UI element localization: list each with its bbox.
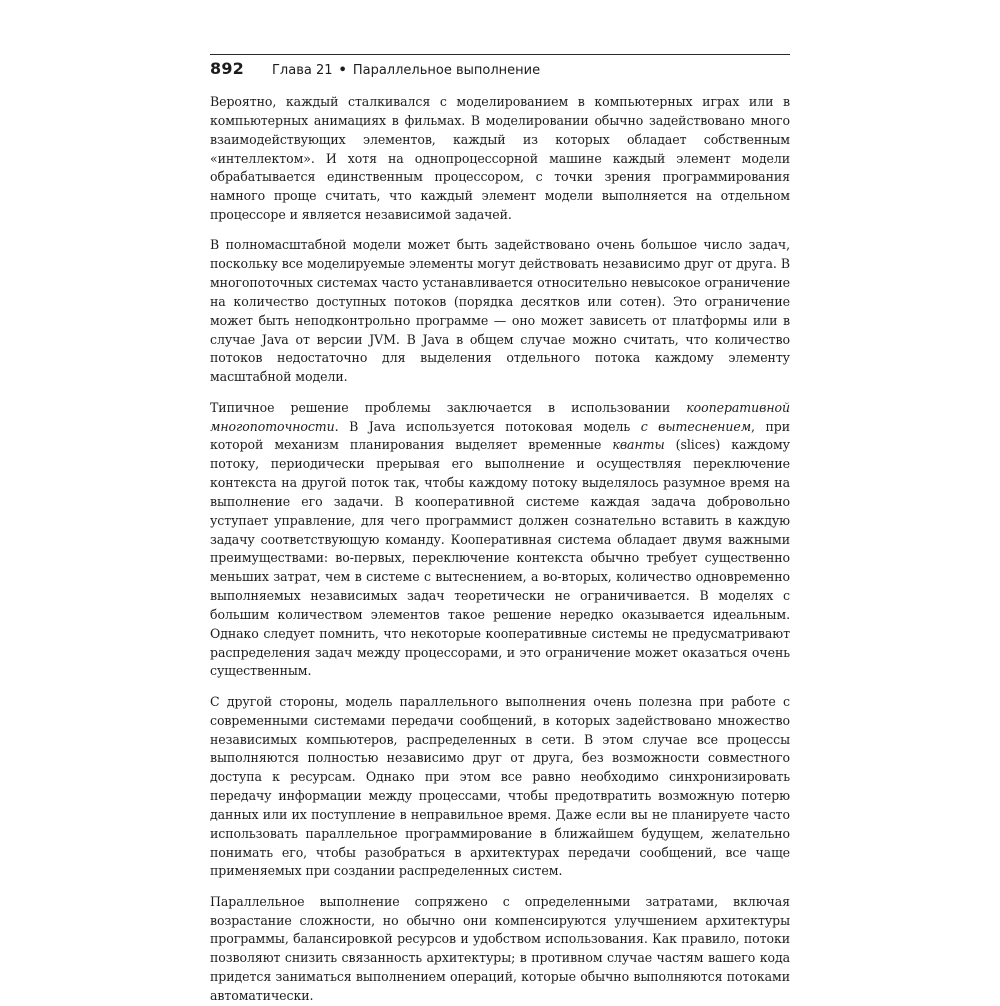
paragraph-cooperative-multithreading xyxy=(210,399,790,682)
header-separator: • xyxy=(338,63,347,78)
paragraph-simulation: Вероятно, каждый сталкивался с моделированием в компьютерных играх или в компьютерных анимациях в фильмах. В моделировании обычно задействовано много взаимодействующих элементов, каждый из которых обладает собственным «интеллектом». И хотя на однопроцессорной машине каждый элемент модели обрабатывается единственным процессором, с точки зрения программирования намного проще считать, что каждый элемент модели выполняется на отдельном процессоре и является независимой задачей. xyxy=(210,94,790,223)
paragraph-message-passing: С другой стороны, модель параллельного выполнения очень полезна при работе с современными системами передачи сообщений, в которых задействовано множество независимых компьютеров, распределенных в сети. В этом случае все процессы выполняются полностью независимо друг от друга, без возможности совместного доступа к ресурсам. Однако при этом все равно необходимо синхронизировать передачу информации между процессами, чтобы предотвратить возможную потерю данных или их поступление в неправильное время. Даже если вы не планируете часто использовать параллельное программирование в ближайшем будущем, желательно понимать его, чтобы разобраться в архитектурах передачи сообщений, все чаще применяемых при создании распределенных систем. xyxy=(210,693,790,879)
term-preemptive: с вытеснением xyxy=(640,418,752,434)
chapter-title: Параллельное выполнение xyxy=(352,63,541,78)
paragraph-thread-limits: В полномасштабной модели может быть задействовано очень большое число задач, поскольку все моделируемые элементы могут действовать независимо друг от друга. В многопоточных системах часто устанавливается относительно невысокое ограничение на количество доступных потоков (порядка десятков или сотен). Это ограничение может быть неподконтрольно программе — оно может зависеть от платформы или в случае Java от версии JVM. В Java в общем случае можно считать, что количество потоков недостаточно для выделения отдельного потока каждому элементу масштабной модели. xyxy=(210,237,790,385)
paragraph-concurrency-costs: Параллельное выполнение сопряжено с определенными затратами, включая возрастание сложности, но обычно они компенсируются улучшением архитектуры программы, балансировкой ресурсов и удобством использования. Как правило, потоки позволяют снизить связанность архитектуры; в противном случае частям вашего кода придется заниматься выполнением операций, которые обычно выполняются потоками автоматически. xyxy=(210,893,790,1003)
paragraph-text-span: , при которой механизм планирования выделяет временные xyxy=(210,418,790,453)
paragraph-text-span: . В Java используется потоковая модель xyxy=(334,418,641,434)
paragraph-text-span: Типичное решение проблемы заключается в использовании xyxy=(210,399,687,415)
term-quanta: кванты xyxy=(612,437,665,453)
running-header xyxy=(210,54,790,78)
running-header-row xyxy=(210,59,790,83)
term-cooperative-multithreading: кооперативной многопоточности xyxy=(210,399,790,434)
page-body xyxy=(210,93,790,1006)
chapter-label: Глава 21 xyxy=(272,63,333,78)
page-number: 892 xyxy=(210,59,244,78)
paragraph-text-span: (slices) каждому потоку, периодически прерывая его выполнение и осуществляя переключение контекста на другой поток так, чтобы каждому потоку выделялось разумное время на выполнение его задачи. В кооперативной системе каждая задача добровольно уступает управление, для чего программист должен сознательно вставить в каждую задачу соответствующую команду. Кооперативная система обладает двумя важными преимуществами: во-первых, переключение контекста обычно требует существенно меньших затрат, чем в системе с вытеснением, а во-вторых, количество одновременно выполняемых независимых задач теоретически не ограничивается. В моделях с большим количеством элементов такое решение нередко оказывается идеальным. Однако следует помнить, что некоторые кооперативные системы не предусматривают распределения задач между процессорами, и это ограничение может оказаться очень существенным. xyxy=(210,437,790,679)
